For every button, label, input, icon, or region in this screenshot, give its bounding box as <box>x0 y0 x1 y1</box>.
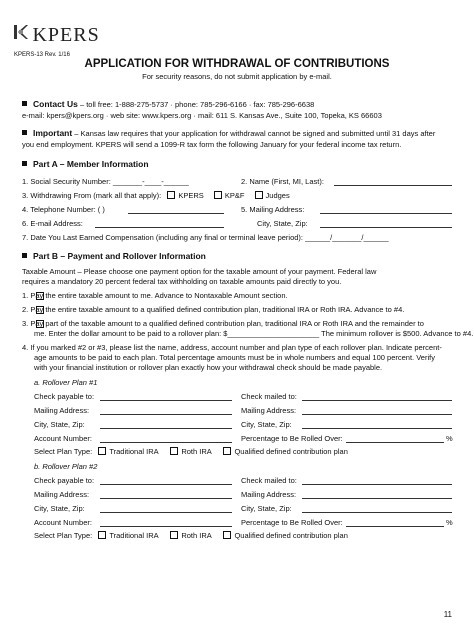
option-1-text: 1. Pay the entire taxable amount to me. Advance to Nontaxable Amount section. <box>22 291 288 300</box>
city-state-zip-field[interactable] <box>320 227 452 228</box>
plan2-mailing2-field[interactable] <box>302 498 452 499</box>
plan1-city-label: City, State, Zip: <box>34 420 85 429</box>
name-label: 2. Name (First, MI, Last): <box>241 177 324 186</box>
name-field[interactable] <box>334 185 452 186</box>
plan1-city2-field[interactable] <box>302 428 452 429</box>
option-3-text-1: 3. Pay part of the taxable amount to a qualified defined contribution plan, traditional IRA or Roth IRA and the remainder to <box>22 319 424 328</box>
plan1-mailing-field[interactable] <box>100 414 232 415</box>
contact-line-1 <box>22 100 314 110</box>
important-line-1 <box>22 129 435 139</box>
plan1-traditional-ira-checkbox[interactable] <box>98 447 106 455</box>
plan2-mailing-label: Mailing Address: <box>34 490 90 499</box>
plan2-check-mailed-field[interactable] <box>302 484 452 485</box>
plan2-qualified-plan-checkbox[interactable] <box>223 531 231 539</box>
kpf-option-label: KP&F <box>224 191 245 200</box>
plan1-mailing2-field[interactable] <box>302 414 452 415</box>
plan2-city-field[interactable] <box>100 512 232 513</box>
plan2-account-field[interactable] <box>100 526 232 527</box>
part-b-intro-2: requires a mandatory 20 percent federal tax withholding on taxable amounts paid directly to you. <box>22 277 342 286</box>
bullet-square <box>22 130 27 135</box>
ssn-field[interactable]: 1. Social Security Number: _______-____-______ <box>22 177 189 186</box>
city-state-zip-label: City, State, Zip: <box>257 219 308 228</box>
option-1-checkbox[interactable] <box>36 292 44 300</box>
option-2-text: 2. Pay the entire taxable amount to a qualified defined contribution plan, traditional IRA or Roth IRA. Advance to #4. <box>22 305 405 314</box>
plan2-roth-ira-label: Roth IRA <box>181 531 212 540</box>
form-id: KPERS-13 Rev. 1/16 <box>14 52 70 58</box>
plan2-roth-ira-checkbox[interactable] <box>170 531 178 539</box>
important-line-2: you end employment. KPERS will send a 1099-R tax form the following January for your federal income tax return. <box>22 140 402 149</box>
rollover-plan-1-heading: a. Rollover Plan #1 <box>34 378 98 387</box>
part-a-heading-row <box>22 160 149 170</box>
kpers-checkbox[interactable] <box>167 191 175 199</box>
bullet-square <box>22 161 27 166</box>
mailing-address-label: 5. Mailing Address: <box>241 205 305 214</box>
plan1-city-field[interactable] <box>100 428 232 429</box>
plan2-check-mailed-label: Check mailed to: <box>241 476 297 485</box>
mailing-address-field[interactable] <box>320 213 452 214</box>
plan2-percent-sign: % <box>446 518 453 527</box>
plan2-check-payable-field[interactable] <box>100 484 232 485</box>
plan1-traditional-ira-label: Traditional IRA <box>109 447 159 456</box>
option-4-text-3: with your financial institution or rollover plan exactly how your withdrawal check should be made payable. <box>34 363 383 372</box>
plan1-account-label: Account Number: <box>34 434 92 443</box>
contact-line-2: e-mail: kpers@kpers.org · web site: www.kpers.org · mail: 611 S. Kansas Ave., Suite 100, Topeka, KS 66603 <box>22 111 382 120</box>
important-heading: Important <box>33 128 73 138</box>
plan2-traditional-ira-checkbox[interactable] <box>98 531 106 539</box>
plan1-check-payable-field[interactable] <box>100 400 232 401</box>
plan2-city2-label: City, State, Zip: <box>241 504 292 513</box>
plan1-roth-ira-label: Roth IRA <box>181 447 212 456</box>
contact-heading: Contact Us <box>33 99 78 109</box>
plan1-check-mailed-label: Check mailed to: <box>241 392 297 401</box>
plan2-account-label: Account Number: <box>34 518 92 527</box>
plan2-plan-type-label: Select Plan Type: <box>34 531 93 540</box>
plan1-mailing2-label: Mailing Address: <box>241 406 297 415</box>
contact-phones: – toll free: 1-888-275-5737 · phone: 785-296-6166 · fax: 785-296-6638 <box>77 100 315 109</box>
plan2-qualified-plan-label: Qualified defined contribution plan <box>234 531 348 540</box>
plan1-plan-type-row <box>34 447 348 457</box>
plan1-qualified-plan-label: Qualified defined contribution plan <box>234 447 348 456</box>
email-label: 6. E-mail Address: <box>22 219 83 228</box>
rollover-plan-2-heading: b. Rollover Plan #2 <box>34 462 98 471</box>
option-4-text-1: 4. If you marked #2 or #3, please list the name, address, account number and plan type of each rollover plan. Indicate percent- <box>22 343 442 352</box>
page-title: APPLICATION FOR WITHDRAWAL OF CONTRIBUTIONS <box>84 58 390 70</box>
plan2-mailing2-label: Mailing Address: <box>241 490 297 499</box>
judges-checkbox[interactable] <box>255 191 263 199</box>
important-text: – Kansas law requires that your application for withdrawal cannot be signed and submitted until 31 days after <box>72 129 436 138</box>
part-b-intro-1: Taxable Amount – Please choose one payment option for the taxable amount of your payment. Federal law <box>22 267 377 276</box>
option-3-text-2[interactable]: me. Enter the dollar amount to be paid to a rollover plan: $______________________ The minimum rollover is $500. Advance to #4. <box>34 329 474 338</box>
plan1-mailing-label: Mailing Address: <box>34 406 90 415</box>
plan2-percentage-label: Percentage to Be Rolled Over: <box>241 518 343 527</box>
plan2-traditional-ira-label: Traditional IRA <box>109 531 159 540</box>
withdrawing-from-label: 3. Withdrawing From (mark all that apply): <box>22 191 162 200</box>
page-number: 11 <box>443 610 452 619</box>
logo-text: KPERS <box>32 24 100 46</box>
plan1-percent-sign: % <box>446 434 453 443</box>
kpers-option-label: KPERS <box>178 191 204 200</box>
kpers-logo <box>14 24 100 47</box>
plan1-percentage-field[interactable] <box>346 442 444 443</box>
plan1-qualified-plan-checkbox[interactable] <box>223 447 231 455</box>
plan2-plan-type-row <box>34 531 348 541</box>
telephone-field[interactable] <box>128 213 224 214</box>
email-field[interactable] <box>95 227 224 228</box>
plan2-mailing-field[interactable] <box>100 498 232 499</box>
withdrawing-from-row <box>22 191 290 201</box>
page-subtitle: For security reasons, do not submit application by e-mail. <box>142 72 332 81</box>
plan1-check-mailed-field[interactable] <box>302 400 452 401</box>
option-2-checkbox[interactable] <box>36 306 44 314</box>
plan1-account-field[interactable] <box>100 442 232 443</box>
bullet-square <box>22 253 27 258</box>
plan1-city2-label: City, State, Zip: <box>241 420 292 429</box>
kpf-checkbox[interactable] <box>214 191 222 199</box>
plan2-city2-field[interactable] <box>302 512 452 513</box>
part-b-heading: Part B – Payment and Rollover Information <box>33 251 206 261</box>
plan2-check-payable-label: Check payable to: <box>34 476 95 485</box>
plan2-city-label: City, State, Zip: <box>34 504 85 513</box>
kpers-logo-mark <box>14 24 28 40</box>
option-3-checkbox[interactable] <box>36 320 44 328</box>
last-compensation-date-field[interactable]: 7. Date You Last Earned Compensation (including any final or terminal leave period): ______/_______/______ <box>22 233 389 242</box>
plan1-roth-ira-checkbox[interactable] <box>170 447 178 455</box>
option-4-text-2: age amounts to be paid to each plan. Total percentage amounts must be in whole numbers and equal 100 percent. Verify <box>34 353 435 362</box>
telephone-label: 4. Telephone Number: ( ) <box>22 205 105 214</box>
part-a-heading: Part A – Member Information <box>33 159 149 169</box>
judges-option-label: Judges <box>265 191 290 200</box>
bullet-square <box>22 101 27 106</box>
plan1-percentage-label: Percentage to Be Rolled Over: <box>241 434 343 443</box>
part-b-heading-row <box>22 252 206 262</box>
plan2-percentage-field[interactable] <box>346 526 444 527</box>
plan1-check-payable-label: Check payable to: <box>34 392 95 401</box>
plan1-plan-type-label: Select Plan Type: <box>34 447 93 456</box>
